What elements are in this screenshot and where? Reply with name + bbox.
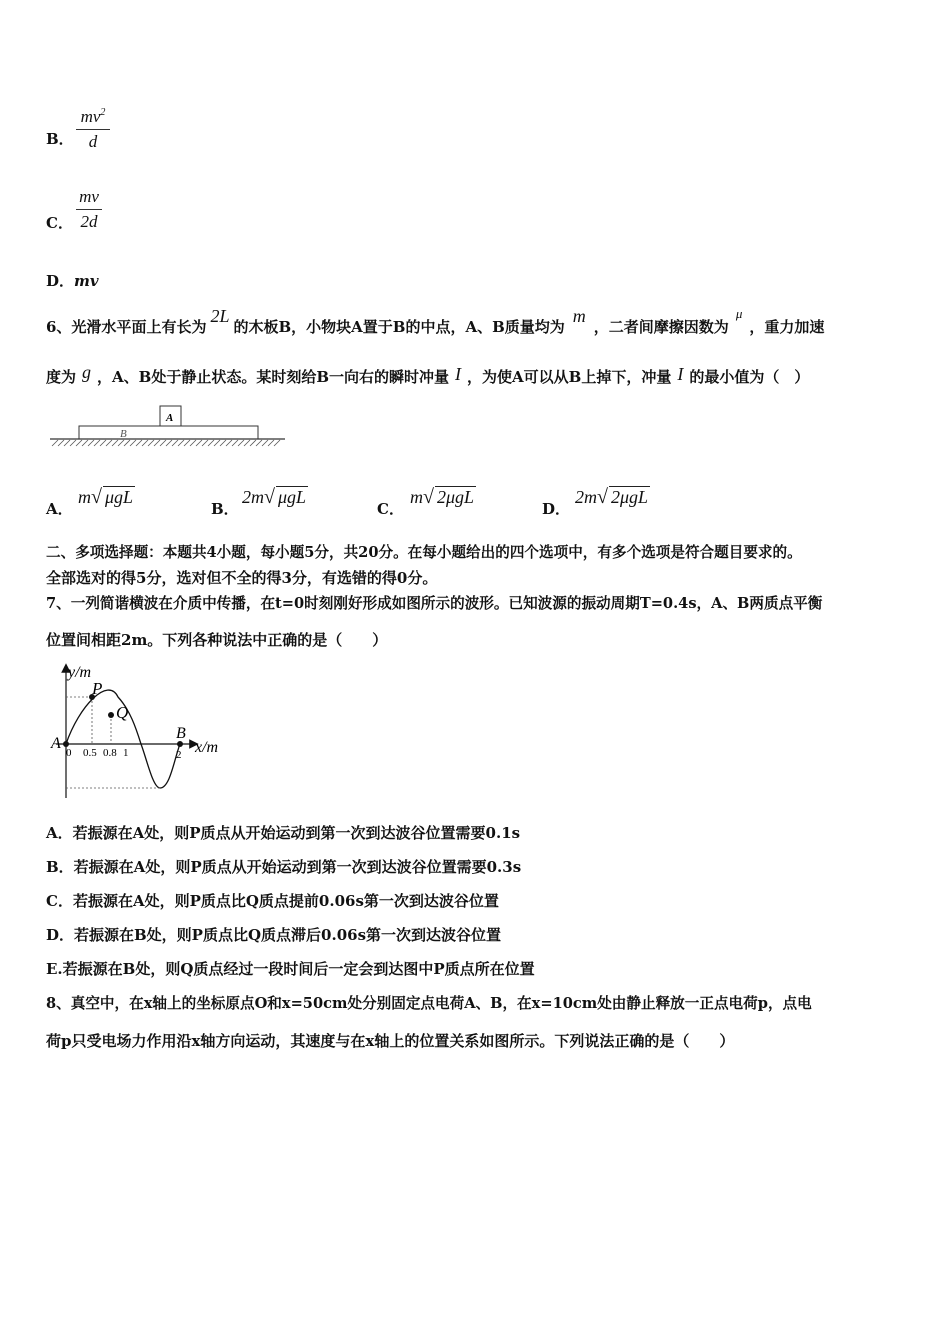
option-formula: m√ μgL xyxy=(78,486,134,508)
q6-line-2: 度为 g ，A、B处于静止状态。某时刻给B一向右的瞬时冲量 I ，为使A可以从B上掉下，冲量 I 的最小值为（ ） xyxy=(46,362,810,386)
label-b: B xyxy=(176,725,186,742)
board-b xyxy=(79,426,258,439)
tick-label: 2 xyxy=(176,749,182,761)
option-formula: 2m√ 2μgL xyxy=(575,486,649,508)
symbol-m: m xyxy=(572,306,586,326)
q5-option-c[interactable] xyxy=(46,184,166,244)
q5-option-d[interactable] xyxy=(46,270,99,291)
q5-option-b[interactable] xyxy=(46,100,166,160)
symbol-I: I xyxy=(455,364,462,384)
q7-option-d[interactable]: D．若振源在B处，则P质点比Q质点滞后0.06s第一次到达波谷位置 xyxy=(46,926,502,944)
q7-line-1: 7、一列简谐横波在介质中传播，在t=0时刻刚好形成如图所示的波形。已知波源的振动周期T=0.4s，A、B两质点平衡 xyxy=(46,595,823,612)
option-formula: 2m√ μgL xyxy=(242,486,307,508)
numerator: mv xyxy=(80,107,101,126)
option-label: D． xyxy=(542,500,571,518)
point-q xyxy=(108,712,114,718)
q7-option-c[interactable]: C．若振源在A处，则P质点比Q质点提前0.06s第一次到达波谷位置 xyxy=(46,892,499,910)
q7-option-a[interactable]: A．若振源在A处，则P质点从开始运动到第一次到达波谷位置需要0.1s xyxy=(46,824,521,842)
tick-label: 0.8 xyxy=(103,747,117,759)
q6-line-1: 6、光滑水平面上有长为2L的木板B，小物块A置于B的中点，A、B质量均为m，二者间摩擦因数为μ，重力加速 xyxy=(46,306,825,336)
fraction xyxy=(76,102,110,153)
q7-option-e[interactable]: E.若振源在B处，则Q质点经过一段时间后一定会到达图中P质点所在位置 xyxy=(46,960,535,978)
option-formula: m√ 2μgL xyxy=(410,486,475,508)
symbol-g: g xyxy=(82,362,92,382)
option-label: B． xyxy=(46,130,74,148)
q7-line-2: 位置间相距2m。下列各种说法中正确的是（ ） xyxy=(46,631,388,649)
q6-board-figure xyxy=(50,402,290,450)
label-q: Q xyxy=(116,703,129,722)
section-heading-sub: 全部选对的得5分，选对但不全的得3分，有选错的得0分。 xyxy=(46,569,438,587)
q8-line-1: 8、真空中，在x轴上的坐标原点O和x=50cm处分别固定点电荷A、B，在x=10cm处由静止释放一正点电荷p，点电 xyxy=(46,995,812,1012)
label-p: P xyxy=(92,679,103,698)
option-label: C． xyxy=(377,500,404,518)
x-axis-label: x/m xyxy=(195,739,219,756)
denominator: 2d xyxy=(80,212,98,231)
label-a: A xyxy=(51,735,61,752)
option-label: C． xyxy=(46,214,73,232)
option-text: mv xyxy=(74,272,99,290)
q8-line-2: 荷p只受电场力作用沿x轴方向运动，其速度与在x轴上的位置关系如图所示。下列说法正确的是（ ） xyxy=(46,1032,735,1050)
tick-label: 0 xyxy=(66,747,72,759)
symbol-2L: 2L xyxy=(210,306,230,326)
q7-option-b[interactable]: B．若振源在A处，则P质点从开始运动到第一次到达波谷位置需要0.3s xyxy=(46,858,522,876)
section-heading: 二、多项选择题：本题共4小题，每小题5分，共20分。在每小题给出的四个选项中，有多个选项是符合题目要求的。 xyxy=(46,544,802,561)
fraction xyxy=(76,186,102,233)
label-a: A xyxy=(166,412,174,424)
symbol-I: I xyxy=(677,364,684,384)
option-label: A． xyxy=(46,500,73,518)
exponent: 2 xyxy=(100,107,106,118)
label-b: B xyxy=(120,428,127,440)
tick-label: 1 xyxy=(123,747,129,759)
option-label: B． xyxy=(211,500,239,518)
ground-hatch xyxy=(52,440,280,446)
tick-label: 0.5 xyxy=(83,747,97,759)
denominator: d xyxy=(88,132,98,151)
q7-wave-graph xyxy=(46,660,246,802)
symbol-mu: μ xyxy=(735,306,743,321)
option-label: D． xyxy=(46,272,75,290)
numerator: mv xyxy=(79,187,99,206)
y-axis-label: y/m xyxy=(68,664,92,681)
